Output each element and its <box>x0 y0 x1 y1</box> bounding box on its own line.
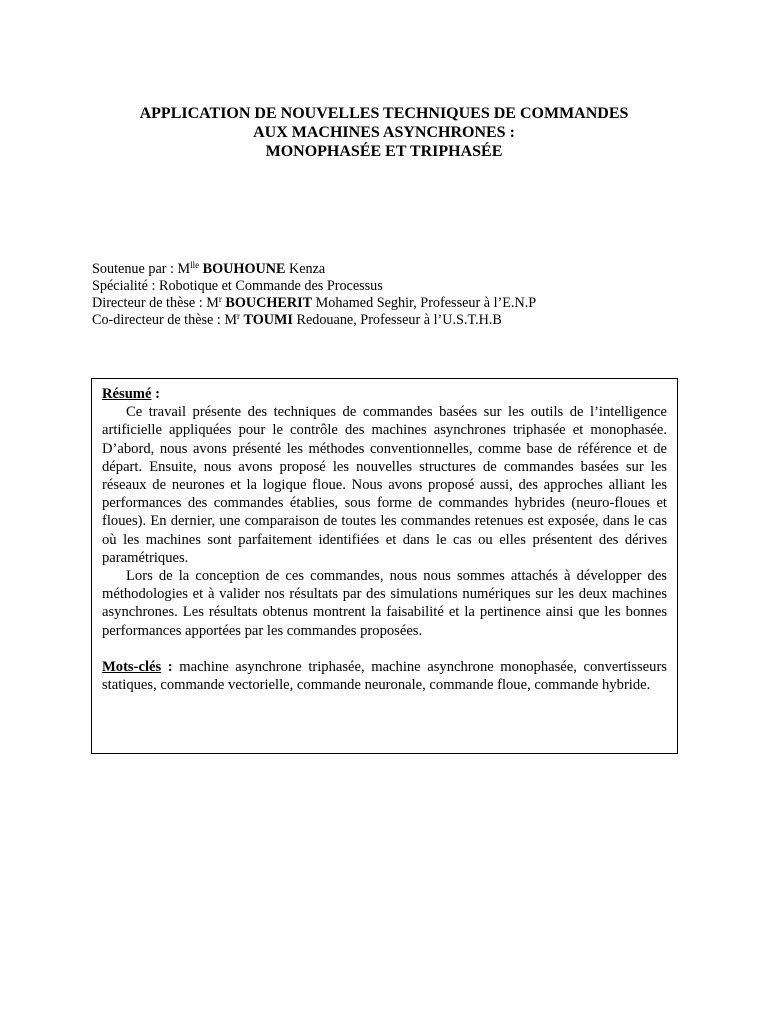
defended-by-line <box>92 261 692 278</box>
title-line-1: APPLICATION DE NOUVELLES TECHNIQUES DE COMMANDES <box>139 105 629 122</box>
director-details: Mohamed Seghir, Professeur à l’E.N.P <box>312 295 537 311</box>
defended-title-superscript: lle <box>190 260 200 270</box>
title-line-2: AUX MACHINES ASYNCHRONES : <box>253 124 515 141</box>
codirector-name: TOUMI <box>243 312 293 328</box>
keywords-colon: : <box>161 658 180 675</box>
abstract-heading-colon: : <box>151 386 160 402</box>
abstract-paragraph-1: Ce travail présente des techniques de commandes basées sur les outils de l’intelligence artificielle appliquées pour le contrôle des machines asynchrones triphasée et monophasée. D’abord, nous avons présenté les méthodes conventionnelles, comme base de référence et de départ. Ensuite, nous avons proposé les nouvelles structures de commandes basées sur les réseaux de neurones et la logique floue. Nous avons proposé aussi, des approches alliant les performances des commandes établies, sous forme de commandes hybrides (neuro-floues et floues). En dernier, une comparaison de toutes les commandes retenues est exposée, dans le cas où les machines sont parfaitement identifiées et dans le cas ou elles présentent des dérives paramétriques. <box>102 404 667 566</box>
abstract-heading <box>102 385 667 403</box>
defended-label: Soutenue par : M <box>92 261 191 277</box>
director-name: BOUCHERIT <box>225 295 313 311</box>
keywords-label: Mots-clés <box>102 658 162 675</box>
specialty-line: Spécialité : Robotique et Commande des Processus <box>92 278 383 294</box>
keywords-paragraph <box>102 658 667 694</box>
director-label: Directeur de thèse : M <box>92 295 219 311</box>
abstract-box <box>91 378 678 754</box>
codirector-details: Redouane, Professeur à l’U.S.T.H.B <box>292 312 502 328</box>
document-title <box>0 104 768 161</box>
defended-name: BOUHOUNE <box>202 261 286 277</box>
codirector-title-superscript: r <box>236 311 240 321</box>
director-line <box>92 295 692 312</box>
abstract-paragraph-2: Lors de la conception de ces commandes, nous nous sommes attachés à développer des méthodologies et à valider nos résultats par des simulations numériques sur les deux machines asynchrones. Les résultats obtenus montrent la faisabilité et la pertinence ainsi que les bonnes performances apportées par les commandes proposées. <box>102 568 667 639</box>
codirector-label: Co-directeur de thèse : M <box>92 312 237 328</box>
thesis-info <box>92 261 692 329</box>
director-title-superscript: r <box>218 294 222 304</box>
defended-firstname: Kenza <box>285 261 326 277</box>
abstract-heading-label: Résumé <box>102 386 152 402</box>
codirector-line <box>92 312 692 329</box>
keywords-text: machine asynchrone triphasée, machine asynchrone monophasée, convertisseurs statiques, commande vectorielle, commande neuronale, commande floue, commande hybride. <box>102 658 667 694</box>
title-line-3: MONOPHASÉE ET TRIPHASÉE <box>265 143 503 160</box>
